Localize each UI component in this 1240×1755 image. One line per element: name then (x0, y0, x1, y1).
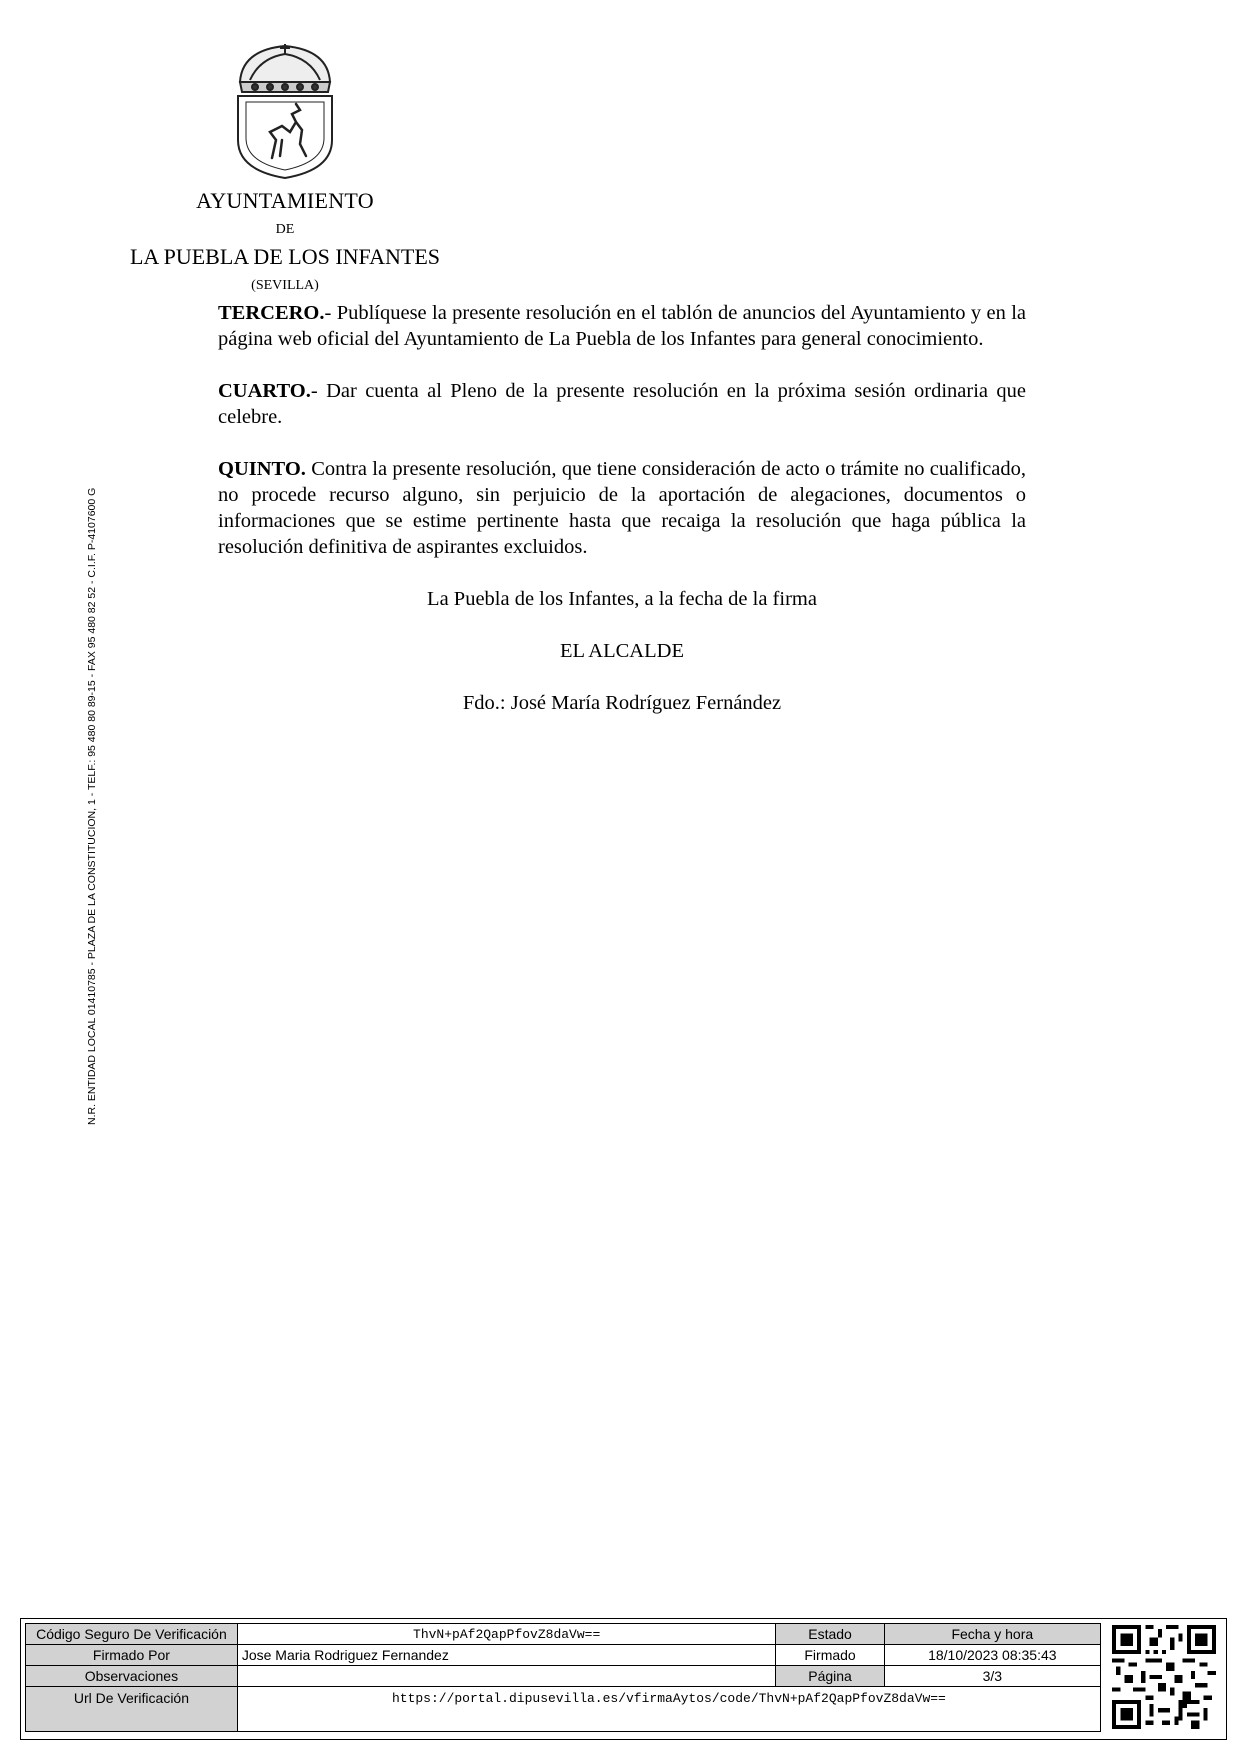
observaciones-label: Observaciones (26, 1666, 238, 1687)
observaciones-value (237, 1666, 776, 1687)
verification-box (20, 1618, 1227, 1740)
paragraph-text: - Publíquese la presente resolución en el tablón de anuncios del Ayuntamiento y en la página web oficial del Ayuntamiento de La Puebla de los Infantes para general conocimiento. (218, 302, 1026, 350)
fecha-value: 18/10/2023 08:35:43 (884, 1645, 1100, 1666)
firmado-por-value: Jose Maria Rodriguez Fernandez (237, 1645, 776, 1666)
paragraph-label: QUINTO. (218, 458, 306, 480)
org-name-line4: (SEVILLA) (251, 278, 319, 293)
paragraph-label: TERCERO. (218, 302, 325, 324)
paragraph-tercero (218, 300, 1026, 352)
estado-label: Estado (776, 1624, 884, 1645)
org-name-line1: AYUNTAMIENTO (196, 188, 374, 213)
fecha-label: Fecha y hora (884, 1624, 1100, 1645)
municipal-seal-icon (230, 40, 340, 180)
table-row (26, 1624, 1101, 1645)
url-label: Url De Verificación (26, 1687, 238, 1732)
paragraph-label: CUARTO. (218, 380, 311, 402)
paragraph-text: - Dar cuenta al Pleno de la presente resolución en la próxima sesión ordinaria que celebre. (218, 380, 1026, 428)
org-name-line3: LA PUEBLA DE LOS INFANTES (129, 244, 441, 269)
pagina-label: Página (776, 1666, 884, 1687)
side-registry-text: N.R. ENTIDAD LOCAL 01410785 - PLAZA DE LA CONSTITUCION, 1 - TELF.: 95 480 80 89-15 - FAX 95 480 82 52 - C.I.F. P-4107600 G (86, 487, 98, 1125)
paragraph-quinto (218, 456, 1026, 560)
csv-value: ThvN+pAf2QapPfovZ8daVw== (237, 1624, 776, 1645)
url-value[interactable] (237, 1687, 1100, 1732)
table-row (26, 1645, 1101, 1666)
estado-value: Firmado (776, 1645, 884, 1666)
place-date: La Puebla de los Infantes, a la fecha de la firma (427, 588, 817, 610)
pagina-value: 3/3 (884, 1666, 1100, 1687)
org-name-line2: DE (275, 222, 295, 237)
qr-code-icon (1112, 1625, 1216, 1729)
csv-label: Código Seguro De Verificación (26, 1624, 238, 1645)
table-row (26, 1687, 1101, 1732)
paragraph-cuarto (218, 378, 1026, 430)
table-row (26, 1666, 1101, 1687)
signer-name: Fdo.: José María Rodríguez Fernández (462, 692, 782, 714)
document-body (218, 300, 1026, 742)
signer-role: EL ALCALDE (560, 640, 684, 662)
firmado-por-label: Firmado Por (26, 1645, 238, 1666)
paragraph-text: Contra la presente resolución, que tiene consideración de acto o trámite no cualificado, no procede recurso alguno, sin perjuicio de la aportación de alegaciones, documentos o informaciones que se estime pertinente hasta que recaiga la resolución que haga pública la resolución definitiva de aspirantes excluidos. (218, 458, 1026, 558)
verification-link[interactable]: https://portal.dipusevilla.es/vfirmaAytos/code/ThvN+pAf2QapPfovZ8daVw== (391, 1691, 946, 1706)
verification-table (25, 1623, 1101, 1732)
